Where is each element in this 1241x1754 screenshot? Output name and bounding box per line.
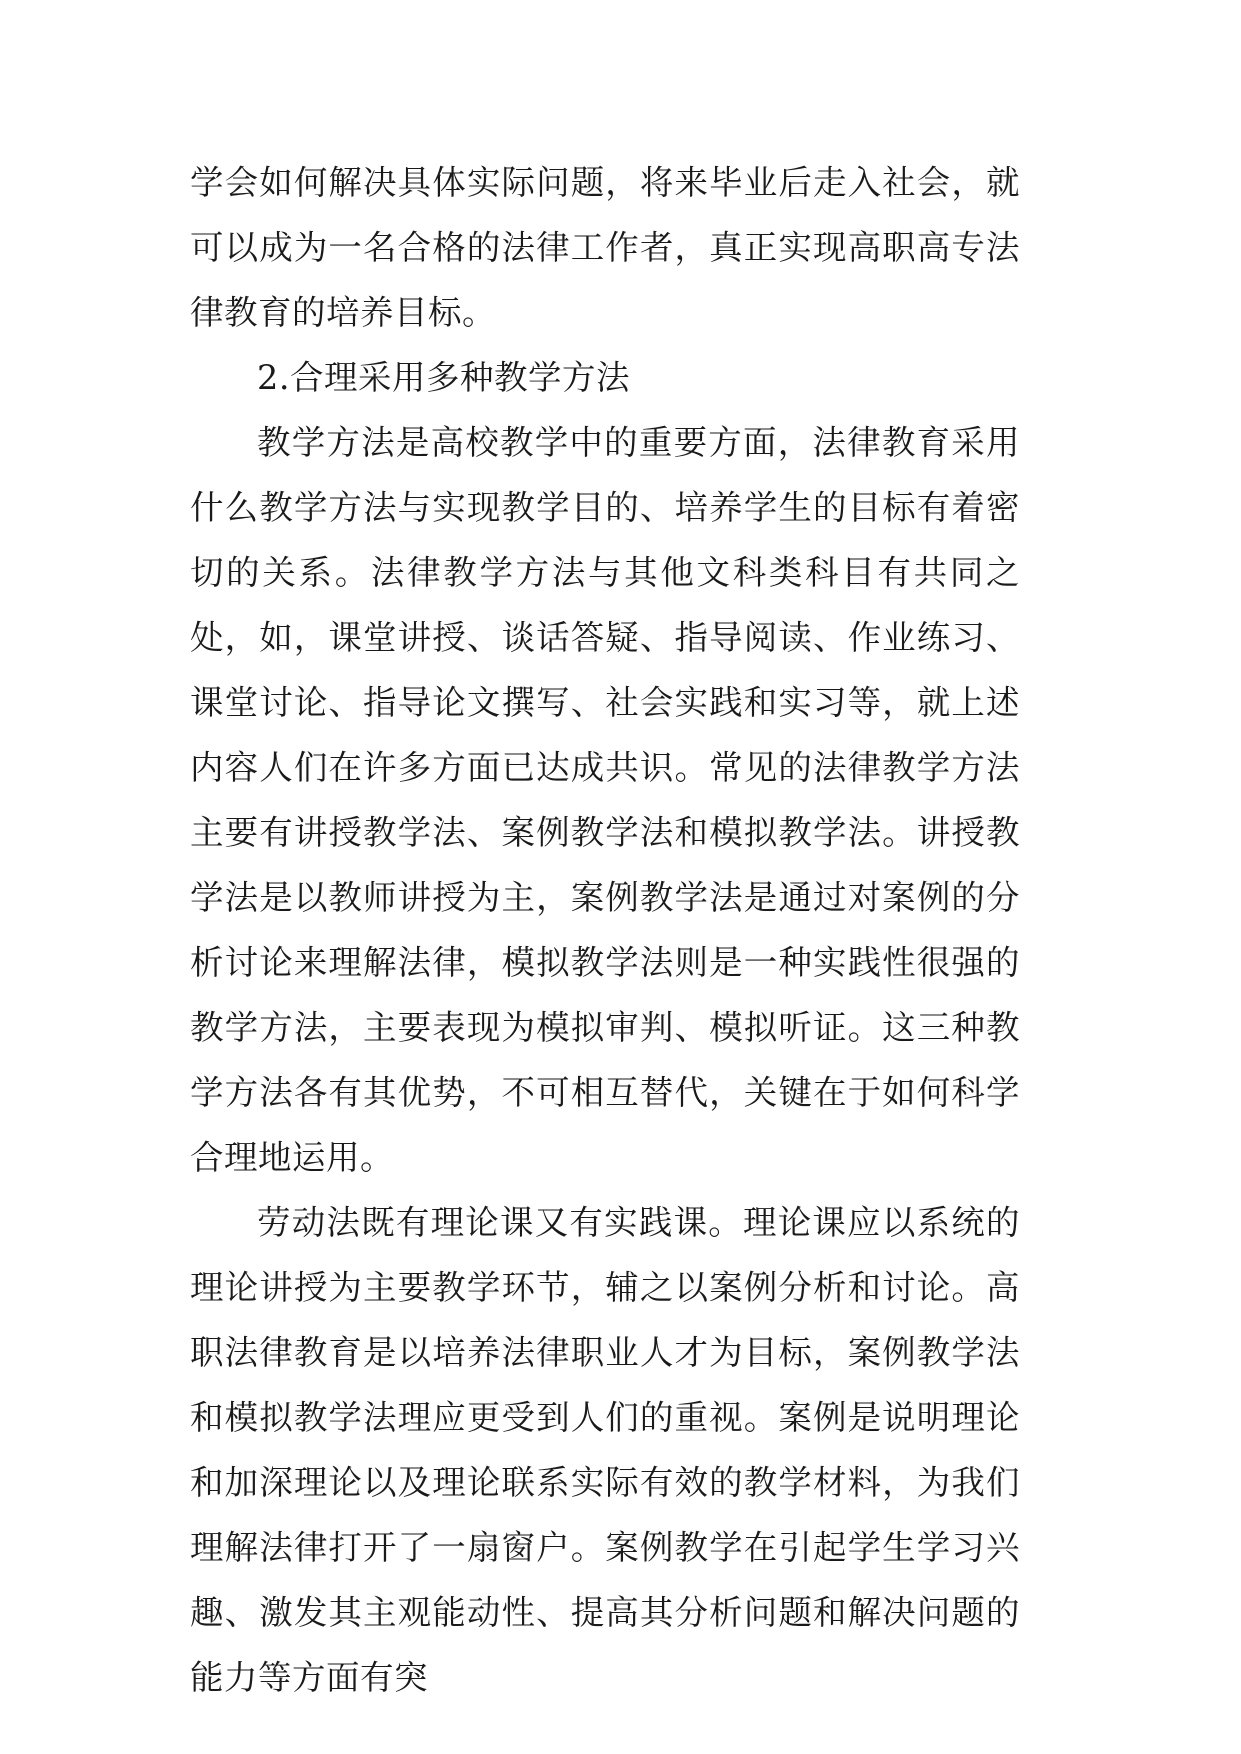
paragraph-continued: 学会如何解决具体实际问题，将来毕业后走入社会，就可以成为一名合格的法律工作者，真正实现高职高专法律教育的培养目标。 (190, 163, 1020, 332)
paragraph-teaching-methods: 教学方法是高校教学中的重要方面，法律教育采用什么教学方法与实现教学目的、培养学生的目标有着密切的关系。法律教学方法与其他文科类科目有共同之处，如，课堂讲授、谈话答疑、指导阅读、作业练习、课堂讨论、指导论文撰写、社会实践和实习等，就上述内容人们在许多方面已达成共识。常见的法律教学方法主要有讲授教学法、案例教学法和模拟教学法。讲授教学法是以教师讲授为主，案例教学法是通过对案例的分析讨论来理解法律，模拟教学法则是一种实践性很强的教学方法，主要表现为模拟审判、模拟听证。这三种教学方法各有其优势，不可相互替代，关键在于如何科学合理地运用。 (190, 423, 1020, 1177)
body-text (190, 150, 1020, 1710)
section-heading: 2.合理采用多种教学方法 (257, 358, 630, 397)
paragraph-labor-law: 劳动法既有理论课又有实践课。理论课应以系统的理论讲授为主要教学环节，辅之以案例分析和讨论。高职法律教育是以培养法律职业人才为目标，案例教学法和模拟教学法理应更受到人们的重视。案例是说明理论和加深理论以及理论联系实际有效的教学材料，为我们理解法律打开了一扇窗户。案例教学在引起学生学习兴趣、激发其主观能动性、提高其分析问题和解决问题的能力等方面有突 (190, 1203, 1020, 1697)
